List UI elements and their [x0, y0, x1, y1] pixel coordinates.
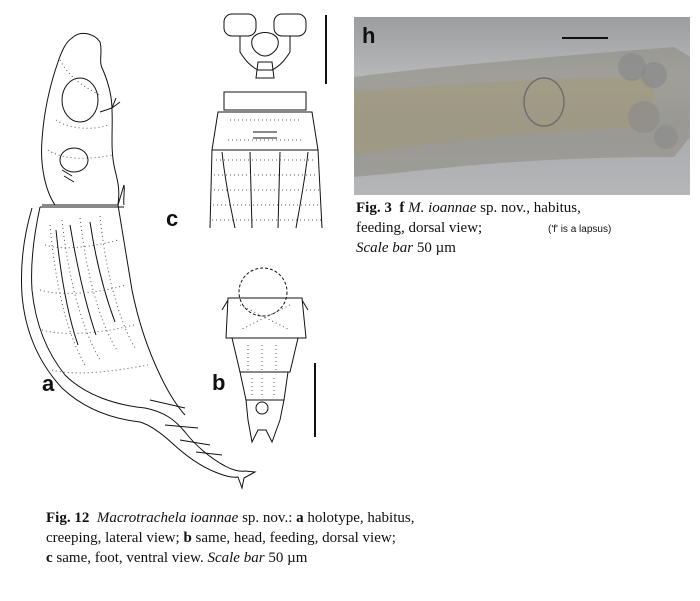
fig3-scale-value: 50 µm — [416, 240, 456, 256]
fig12-scale-value: 50 µm — [268, 550, 308, 566]
stipple-a — [40, 60, 148, 373]
stipple-b — [240, 305, 290, 398]
panel-label-h: h — [362, 23, 376, 48]
stipple-c — [212, 120, 321, 220]
fig12-c-letter: c — [46, 550, 53, 566]
panel-label-c: c — [166, 206, 179, 231]
fig12-a-letter: a — [296, 510, 304, 526]
fig12-a-text: holotype, habitus, — [307, 510, 415, 526]
fig3-caption-line1 — [356, 198, 690, 218]
habitus-drawing-a — [21, 33, 255, 488]
panel-label-b: b — [212, 370, 226, 395]
fig3-species: M. ioannae — [408, 200, 477, 216]
fig12-caption-line3 — [46, 548, 526, 568]
fig3-letter: f — [399, 200, 405, 216]
head-drawing-c — [210, 14, 322, 228]
fig12-caption-line2 — [46, 528, 526, 548]
fig12-scale-label: Scale bar — [207, 550, 265, 566]
foot-drawing-b — [222, 268, 308, 442]
fig12-b-text: same, head, feeding, dorsal view; — [195, 530, 396, 546]
panel-label-a: a — [42, 371, 55, 396]
fig12-b-letter: b — [183, 530, 192, 546]
fig3-lapsus-note: ('f' is a lapsus) — [548, 224, 612, 235]
fig12-line2: creeping, lateral view; — [46, 530, 180, 546]
fig12-label: Fig. 12 — [46, 510, 90, 526]
fig12-caption-line1 — [46, 508, 526, 528]
fig3-label: Fig. 3 — [356, 200, 392, 216]
micrograph-image — [354, 17, 690, 195]
fig3-caption — [356, 198, 690, 258]
micrograph-h — [354, 17, 690, 195]
fig12-after-species: sp. nov.: — [242, 510, 293, 526]
fig12-species: Macrotrachela ioannae — [96, 510, 239, 526]
fig12-c-text: same, foot, ventral view. — [56, 550, 204, 566]
fig12-caption — [46, 508, 526, 568]
fig3-caption-line3 — [356, 238, 690, 258]
fig3-scale-label: Scale bar — [356, 240, 414, 256]
fig3-caption-line2 — [356, 218, 690, 238]
fig3-line2: feeding, dorsal view; — [356, 220, 483, 236]
fig3-line1-rest: sp. nov., habitus, — [480, 200, 581, 216]
